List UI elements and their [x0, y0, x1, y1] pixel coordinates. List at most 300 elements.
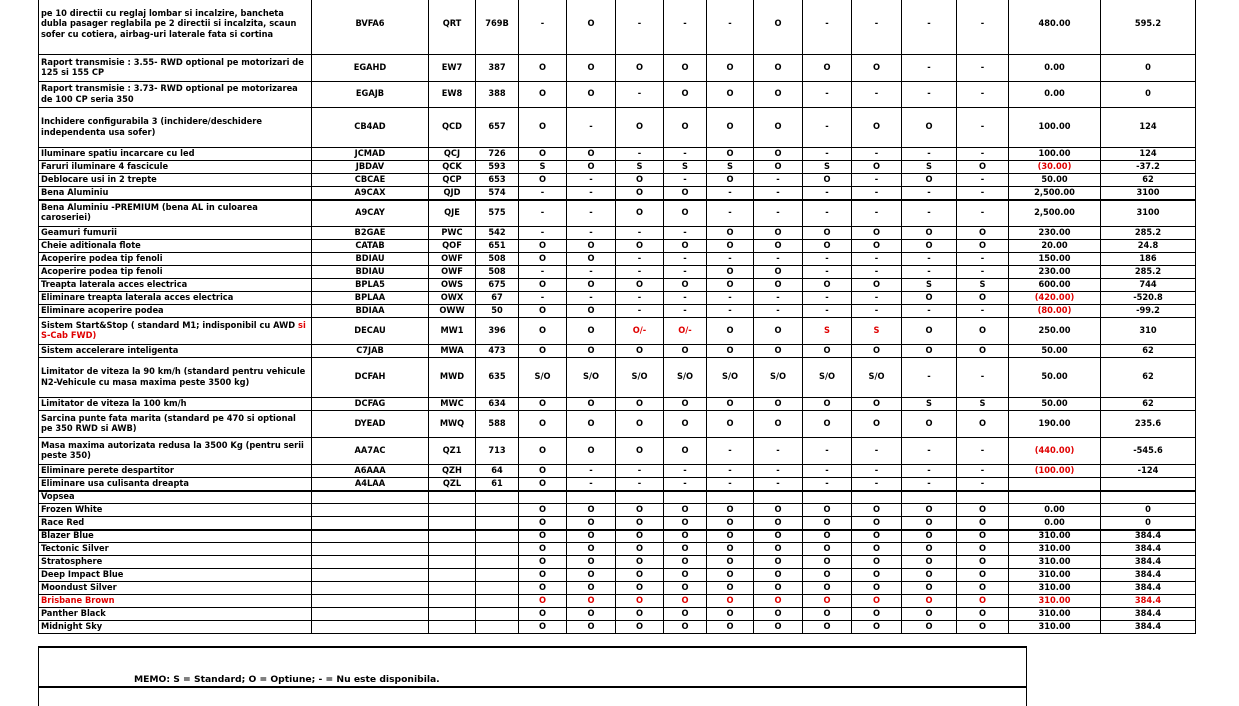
price-gross: 62 [1101, 174, 1196, 187]
description-text: Limitator de viteza la 100 km/h [41, 397, 187, 409]
description-text: Sarcina punte fata marita (standard pe 470 si optional pe 350 RWD si AWB) [41, 412, 296, 434]
table-row [39, 227, 1196, 240]
availability-cell: - [754, 200, 803, 227]
table-row [39, 148, 1196, 161]
price-gross: 384.4 [1101, 569, 1196, 582]
availability-cell: - [707, 478, 754, 491]
availability-cell: - [902, 200, 957, 227]
price-gross: 0 [1101, 55, 1196, 82]
availability-cell: O [664, 621, 707, 634]
availability-cell: - [664, 465, 707, 478]
availability-cell: O [519, 148, 567, 161]
option-number [476, 569, 519, 582]
availability-cell: O [957, 240, 1009, 253]
table-row [39, 187, 1196, 200]
availability-cell: O [616, 411, 664, 438]
price-net [1009, 478, 1101, 491]
availability-cell: - [567, 292, 616, 305]
availability-cell: O [803, 556, 852, 569]
option-number: 396 [476, 318, 519, 345]
availability-cell [754, 491, 803, 504]
price-gross: 62 [1101, 345, 1196, 358]
availability-cell: O [519, 411, 567, 438]
description-text: Geamuri fumurii [41, 226, 117, 238]
option-description [39, 292, 312, 305]
price-net: 310.00 [1009, 556, 1101, 569]
option-code-short: QZH [429, 465, 476, 478]
table-row [39, 530, 1196, 543]
availability-cell: O [707, 82, 754, 108]
availability-cell: O [957, 517, 1009, 530]
option-code: DYEAD [312, 411, 429, 438]
availability-cell: O [616, 530, 664, 543]
price-net: 50.00 [1009, 398, 1101, 411]
table-row [39, 398, 1196, 411]
availability-cell: O [616, 517, 664, 530]
option-description [39, 582, 312, 595]
table-row [39, 305, 1196, 318]
availability-cell: O [616, 200, 664, 227]
option-description [39, 187, 312, 200]
availability-cell: O [852, 345, 902, 358]
option-number: 588 [476, 411, 519, 438]
availability-cell: O [957, 530, 1009, 543]
availability-cell: - [957, 478, 1009, 491]
option-number: 542 [476, 227, 519, 240]
option-code: CATAB [312, 240, 429, 253]
availability-cell: O [707, 240, 754, 253]
option-number [476, 621, 519, 634]
price-gross: -99.2 [1101, 305, 1196, 318]
availability-cell: O [707, 569, 754, 582]
availability-cell [616, 491, 664, 504]
availability-cell: O [707, 279, 754, 292]
option-code: BDIAU [312, 253, 429, 266]
availability-cell: O [519, 517, 567, 530]
option-code: A4LAA [312, 478, 429, 491]
availability-cell: O [519, 478, 567, 491]
availability-cell: O [616, 279, 664, 292]
availability-cell: O [803, 517, 852, 530]
option-code: BDIAA [312, 305, 429, 318]
option-code: BVFA6 [312, 0, 429, 55]
availability-cell: O [616, 398, 664, 411]
availability-cell: O [707, 556, 754, 569]
option-description [39, 358, 312, 398]
option-code: A6AAA [312, 465, 429, 478]
price-gross: -520.8 [1101, 292, 1196, 305]
availability-cell: - [803, 292, 852, 305]
option-description [39, 478, 312, 491]
price-gross: 384.4 [1101, 621, 1196, 634]
availability-cell: S [902, 161, 957, 174]
availability-cell [902, 491, 957, 504]
option-description [39, 608, 312, 621]
option-number: 574 [476, 187, 519, 200]
availability-cell: - [957, 358, 1009, 398]
option-number: 473 [476, 345, 519, 358]
option-number [476, 530, 519, 543]
availability-cell: O [567, 55, 616, 82]
availability-cell: O [902, 227, 957, 240]
availability-cell: S/O [707, 358, 754, 398]
availability-cell: S [957, 279, 1009, 292]
availability-cell: O [616, 621, 664, 634]
option-code: BPLAA [312, 292, 429, 305]
availability-cell: O [852, 504, 902, 517]
availability-cell: O [957, 318, 1009, 345]
option-code [312, 556, 429, 569]
option-code [312, 569, 429, 582]
availability-cell: - [803, 266, 852, 279]
availability-cell: O [957, 543, 1009, 556]
availability-cell: O [754, 108, 803, 148]
description-text: Acoperire podea tip fenoli [41, 252, 163, 264]
description-text: Midnight Sky [41, 620, 103, 632]
option-description [39, 200, 312, 227]
availability-cell: O [902, 595, 957, 608]
availability-cell: O [664, 398, 707, 411]
availability-cell: - [754, 478, 803, 491]
availability-cell [707, 491, 754, 504]
option-number: 675 [476, 279, 519, 292]
availability-cell: - [957, 187, 1009, 200]
availability-cell: O [754, 318, 803, 345]
availability-cell: - [957, 0, 1009, 55]
availability-cell: O/- [616, 318, 664, 345]
availability-cell: - [803, 438, 852, 465]
price-net: 0.00 [1009, 517, 1101, 530]
availability-cell: O [803, 569, 852, 582]
availability-cell: O [957, 595, 1009, 608]
option-code-short [429, 517, 476, 530]
description-text: Eliminare usa culisanta dreapta [41, 477, 189, 489]
availability-cell: O [567, 240, 616, 253]
availability-cell: O [664, 411, 707, 438]
availability-cell: - [902, 0, 957, 55]
availability-cell: O [707, 227, 754, 240]
price-gross [1101, 478, 1196, 491]
price-gross: 235.6 [1101, 411, 1196, 438]
option-code-short: MW1 [429, 318, 476, 345]
availability-cell: O [957, 227, 1009, 240]
availability-cell: O [616, 240, 664, 253]
availability-cell: - [664, 174, 707, 187]
availability-cell: O [852, 55, 902, 82]
availability-cell: - [707, 200, 754, 227]
availability-cell: O [664, 108, 707, 148]
price-gross: 62 [1101, 358, 1196, 398]
description-text: Masa maxima autorizata redusa la 3500 Kg (pentru serii peste 350) [41, 439, 304, 461]
availability-cell: - [519, 266, 567, 279]
availability-cell: - [902, 187, 957, 200]
availability-cell: - [852, 82, 902, 108]
option-code-short: QZ1 [429, 438, 476, 465]
availability-cell: S [803, 318, 852, 345]
availability-cell: - [616, 82, 664, 108]
availability-cell: S/O [664, 358, 707, 398]
availability-cell: - [803, 465, 852, 478]
option-code-short [429, 530, 476, 543]
table-row [39, 55, 1196, 82]
option-code-short: QJE [429, 200, 476, 227]
option-number [476, 582, 519, 595]
option-code-short: MWC [429, 398, 476, 411]
availability-cell: - [616, 478, 664, 491]
availability-cell: - [803, 108, 852, 148]
table-row [39, 582, 1196, 595]
availability-cell: O [957, 504, 1009, 517]
availability-cell: O [754, 569, 803, 582]
table-row [39, 608, 1196, 621]
availability-cell: O [957, 608, 1009, 621]
description-text: Deblocare usi in 2 trepte [41, 173, 157, 185]
availability-cell: O [957, 621, 1009, 634]
availability-cell: O [519, 608, 567, 621]
availability-cell: O [707, 108, 754, 148]
availability-cell: O [519, 55, 567, 82]
option-code [312, 530, 429, 543]
option-number [476, 517, 519, 530]
option-description [39, 148, 312, 161]
table-row [39, 543, 1196, 556]
availability-cell: S [957, 398, 1009, 411]
availability-cell: O [664, 608, 707, 621]
availability-cell: O [519, 569, 567, 582]
availability-cell: - [754, 465, 803, 478]
table-row [39, 358, 1196, 398]
availability-cell [567, 491, 616, 504]
availability-cell: O [754, 543, 803, 556]
option-code-short: MWD [429, 358, 476, 398]
availability-cell: - [957, 82, 1009, 108]
option-number: 50 [476, 305, 519, 318]
option-description [39, 305, 312, 318]
availability-cell: O [754, 556, 803, 569]
availability-cell: - [664, 478, 707, 491]
option-number: 713 [476, 438, 519, 465]
description-text: Raport transmisie : 3.55- RWD optional pe motorizari de 125 si 155 CP [41, 56, 304, 78]
price-net: 310.00 [1009, 621, 1101, 634]
option-number [476, 491, 519, 504]
availability-cell: O [664, 345, 707, 358]
availability-cell: - [803, 478, 852, 491]
availability-cell: O [707, 398, 754, 411]
table-row [39, 569, 1196, 582]
price-gross: 62 [1101, 398, 1196, 411]
option-number [476, 608, 519, 621]
price-gross: 285.2 [1101, 266, 1196, 279]
price-net: 310.00 [1009, 582, 1101, 595]
option-code-short: QCK [429, 161, 476, 174]
availability-cell: O [707, 582, 754, 595]
table-row [39, 504, 1196, 517]
option-code: AA7AC [312, 438, 429, 465]
availability-cell: O [707, 621, 754, 634]
table-row [39, 240, 1196, 253]
option-code [312, 595, 429, 608]
price-gross: 0 [1101, 82, 1196, 108]
availability-cell: O [567, 253, 616, 266]
description-text: pe 10 directii cu reglaj lombar si incalzire, bancheta dubla pasager reglabila pe 2 directii si incalzita, scaun sofer cu cotiera, airbag-uri laterale fata si cortina [41, 7, 297, 40]
availability-cell: O [664, 279, 707, 292]
availability-cell: - [754, 438, 803, 465]
price-gross: 3100 [1101, 187, 1196, 200]
availability-cell: O [957, 582, 1009, 595]
table-row [39, 556, 1196, 569]
availability-cell: - [902, 305, 957, 318]
availability-cell: O [616, 438, 664, 465]
availability-cell: O [519, 530, 567, 543]
availability-cell: O [803, 530, 852, 543]
price-net: 150.00 [1009, 253, 1101, 266]
price-net: 100.00 [1009, 148, 1101, 161]
price-gross: 310 [1101, 318, 1196, 345]
option-number: 726 [476, 148, 519, 161]
option-code-short [429, 569, 476, 582]
availability-cell: O [902, 292, 957, 305]
availability-cell: O [567, 82, 616, 108]
table-row [39, 465, 1196, 478]
table-row [39, 595, 1196, 608]
option-description [39, 398, 312, 411]
description-text: Moondust Silver [41, 581, 117, 593]
availability-cell: S/O [754, 358, 803, 398]
availability-cell: O [616, 174, 664, 187]
price-net: 50.00 [1009, 174, 1101, 187]
option-code-short [429, 621, 476, 634]
availability-cell: - [519, 200, 567, 227]
description-text: Acoperire podea tip fenoli [41, 265, 163, 277]
availability-cell: - [852, 0, 902, 55]
availability-cell: O [567, 504, 616, 517]
availability-cell: - [902, 266, 957, 279]
availability-cell: O [754, 279, 803, 292]
table-row [39, 438, 1196, 465]
price-net: 310.00 [1009, 595, 1101, 608]
availability-cell: O [664, 82, 707, 108]
description-text: Raport transmisie : 3.73- RWD optional pe motorizarea de 100 CP seria 350 [41, 83, 298, 105]
table-row [39, 266, 1196, 279]
table-row [39, 318, 1196, 345]
availability-cell: O [957, 161, 1009, 174]
availability-cell: O [567, 318, 616, 345]
availability-cell: O [852, 279, 902, 292]
availability-cell: O [519, 465, 567, 478]
description-text: Stratosphere [41, 555, 103, 567]
table-row [39, 174, 1196, 187]
option-number: 387 [476, 55, 519, 82]
description-text: Bena Aluminiu -PREMIUM (bena AL in culoarea caroseriei) [41, 201, 258, 224]
availability-cell: S [519, 161, 567, 174]
availability-cell: O [957, 556, 1009, 569]
price-net: (80.00) [1009, 305, 1101, 318]
availability-cell: O [957, 569, 1009, 582]
table-row [39, 82, 1196, 108]
availability-cell: - [707, 438, 754, 465]
availability-cell: O [616, 556, 664, 569]
price-gross: 24.8 [1101, 240, 1196, 253]
option-code: A9CAY [312, 200, 429, 227]
availability-cell: O [664, 543, 707, 556]
availability-cell: S/O [852, 358, 902, 398]
availability-cell: - [616, 148, 664, 161]
availability-cell: - [567, 227, 616, 240]
availability-cell: - [852, 174, 902, 187]
option-description [39, 517, 312, 530]
option-code-short: QOF [429, 240, 476, 253]
table-row [39, 292, 1196, 305]
availability-cell: O [902, 608, 957, 621]
availability-cell: - [803, 82, 852, 108]
availability-cell: O [852, 582, 902, 595]
availability-cell: O [902, 108, 957, 148]
availability-cell: - [616, 253, 664, 266]
availability-cell [664, 491, 707, 504]
option-code [312, 608, 429, 621]
availability-cell: - [803, 0, 852, 55]
availability-cell: O [519, 438, 567, 465]
availability-cell: O [754, 608, 803, 621]
table-row [39, 108, 1196, 148]
availability-cell: O [852, 569, 902, 582]
price-net: 600.00 [1009, 279, 1101, 292]
price-gross: 384.4 [1101, 582, 1196, 595]
availability-cell: - [852, 292, 902, 305]
availability-cell: - [852, 200, 902, 227]
availability-cell: O [664, 504, 707, 517]
availability-cell: O [803, 279, 852, 292]
table-row [39, 621, 1196, 634]
availability-cell: O [707, 608, 754, 621]
availability-cell: - [616, 292, 664, 305]
price-net: (420.00) [1009, 292, 1101, 305]
price-net: 310.00 [1009, 569, 1101, 582]
option-code-short [429, 504, 476, 517]
availability-cell: - [664, 305, 707, 318]
availability-cell: S/O [803, 358, 852, 398]
availability-cell: O [519, 621, 567, 634]
option-description [39, 543, 312, 556]
price-net: (100.00) [1009, 465, 1101, 478]
availability-cell: - [567, 200, 616, 227]
option-code: BPLA5 [312, 279, 429, 292]
option-code-short: QJD [429, 187, 476, 200]
table-row [39, 279, 1196, 292]
description-text: Race Red [41, 516, 85, 528]
availability-cell: O [567, 0, 616, 55]
availability-cell: O [852, 411, 902, 438]
availability-cell: - [616, 465, 664, 478]
availability-cell: O [957, 292, 1009, 305]
description-text: Vopsea [41, 491, 75, 502]
price-gross: 0 [1101, 504, 1196, 517]
option-code: B2GAE [312, 227, 429, 240]
availability-cell: O [664, 200, 707, 227]
availability-cell: O [754, 621, 803, 634]
availability-cell: O [664, 582, 707, 595]
availability-cell: - [852, 187, 902, 200]
availability-cell: - [707, 292, 754, 305]
availability-cell: O [567, 621, 616, 634]
option-code-short [429, 543, 476, 556]
price-net: 100.00 [1009, 108, 1101, 148]
price-gross: 384.4 [1101, 543, 1196, 556]
availability-cell: S [852, 318, 902, 345]
availability-cell: - [664, 266, 707, 279]
availability-cell: O [902, 345, 957, 358]
availability-cell: O [519, 543, 567, 556]
